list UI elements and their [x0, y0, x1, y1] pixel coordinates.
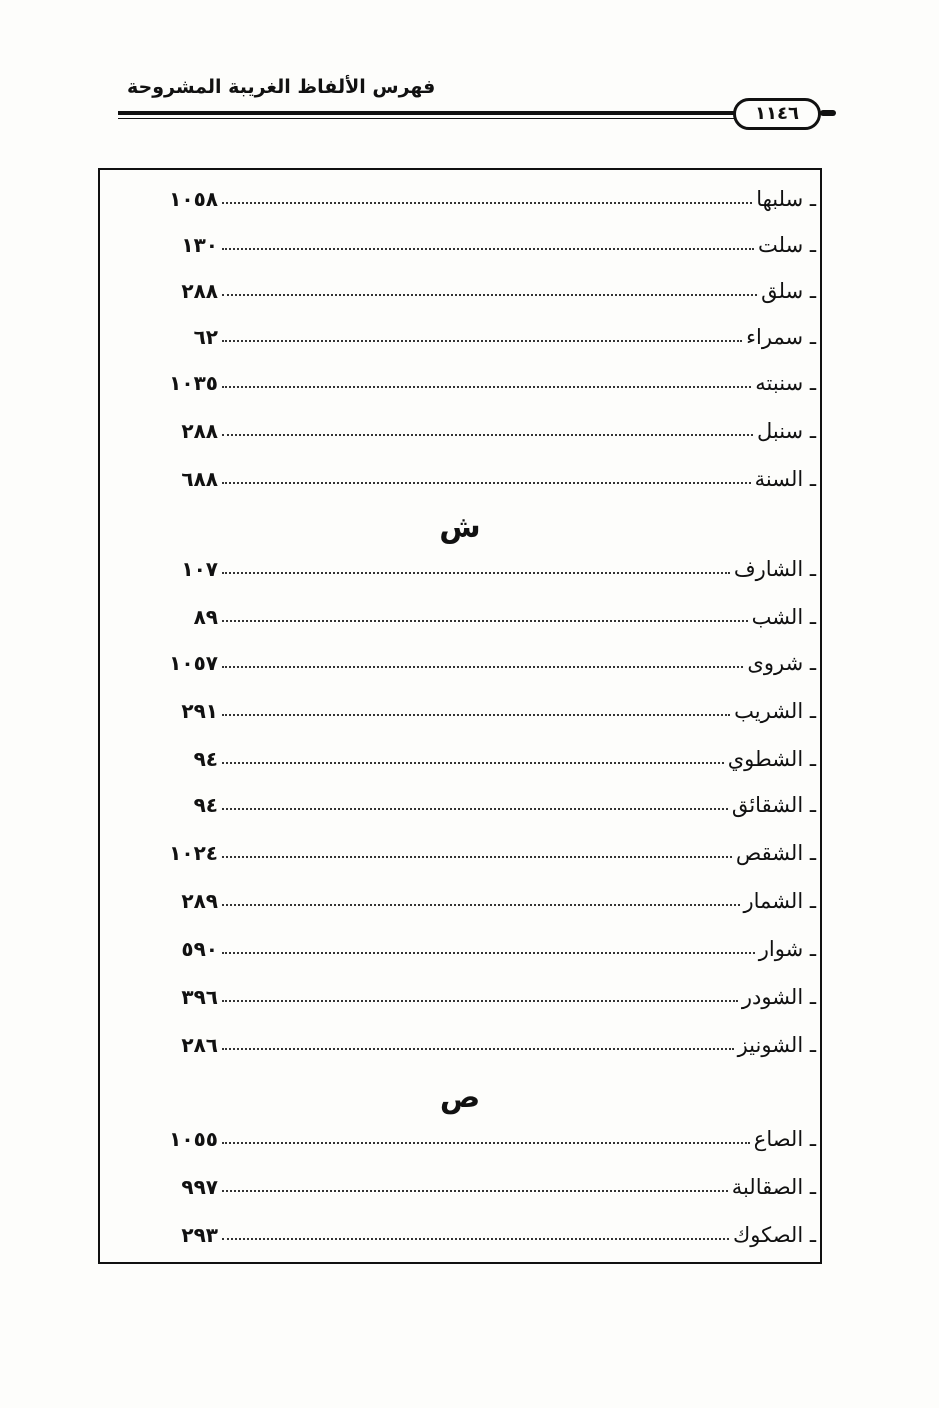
index-entry [100, 886, 820, 916]
index-entry [100, 1124, 820, 1154]
index-entry [100, 838, 820, 868]
entry-term: ـ الشونيز [737, 1033, 816, 1057]
index-entry [100, 368, 820, 398]
dot-leader [222, 952, 755, 954]
dot-leader [222, 482, 751, 484]
entry-term: ـ الشارف [733, 557, 816, 581]
dot-leader [222, 666, 743, 668]
entry-term: ـ شروى [747, 651, 816, 675]
entry-page-number: ١٠٥٧ [169, 651, 218, 675]
entry-page-number: ٢٩١ [181, 699, 218, 723]
entry-page-number: ٢٨٦ [181, 1033, 218, 1057]
index-entry [100, 648, 820, 678]
index-entry [100, 744, 820, 774]
entry-term: ـ سنبل [756, 419, 816, 443]
entry-page-number: ٩٤ [193, 747, 218, 771]
index-entry [100, 464, 820, 494]
dot-leader [222, 762, 724, 764]
entry-term: ـ الصكوك [732, 1223, 816, 1247]
running-header-title: فهرس الألفاظ الغريبة المشروحة [127, 76, 436, 98]
header-rule-thin [118, 118, 740, 119]
index-entry [100, 1220, 820, 1250]
dot-leader [222, 1142, 750, 1144]
dot-leader [222, 202, 752, 204]
index-entry [100, 934, 820, 964]
entry-term: ـ الشقائق [731, 793, 816, 817]
entry-page-number: ٢٩٣ [181, 1223, 218, 1247]
index-entry [100, 554, 820, 584]
entry-term: ـ الشمار [743, 889, 816, 913]
entry-term: ـ سمراء [746, 325, 816, 349]
entry-page-number: ١٠٥٨ [169, 187, 218, 211]
entry-term: ـ سلت [758, 233, 816, 257]
index-entry [100, 1030, 820, 1060]
entry-page-number: ٣٩٦ [181, 985, 218, 1009]
entry-page-number: ١٠٢٤ [169, 841, 218, 865]
entry-page-number: ٦٢ [193, 325, 218, 349]
entry-page-number: ٢٨٨ [181, 279, 218, 303]
dot-leader [222, 620, 748, 622]
entry-term: ـ شوار [758, 937, 816, 961]
dot-leader [222, 434, 753, 436]
entry-term: ـ سلق [761, 279, 816, 303]
entry-term: ـ الشب [751, 605, 816, 629]
header-rule [118, 111, 740, 115]
entry-term: ـ الشطوي [727, 747, 816, 771]
page-number: ١١٤٦ [733, 98, 821, 130]
dot-leader [222, 808, 728, 810]
entry-page-number: ٦٨٨ [181, 467, 218, 491]
entry-term: ـ الشقص [735, 841, 816, 865]
dot-leader [222, 340, 742, 342]
dot-leader [222, 1190, 728, 1192]
section-letter-heading: ش [439, 510, 481, 545]
page-header [115, 74, 835, 134]
entry-term: ـ سنبته [755, 371, 816, 395]
section-letter-heading: ص [439, 1080, 481, 1115]
entry-term: ـ الشودر [741, 985, 816, 1009]
entry-page-number: ٥٩٠ [181, 937, 218, 961]
entry-page-number: ٢٨٩ [181, 889, 218, 913]
page-number-badge-tail [820, 110, 836, 116]
entry-page-number: ١٣٠ [181, 233, 218, 257]
dot-leader [222, 294, 757, 296]
index-entry [100, 602, 820, 632]
entry-page-number: ١٠٥٥ [169, 1127, 218, 1151]
dot-leader [222, 386, 751, 388]
entry-page-number: ١٠٧ [181, 557, 218, 581]
entry-page-number: ٩٤ [193, 793, 218, 817]
dot-leader [222, 1238, 729, 1240]
index-entry [100, 696, 820, 726]
entry-term: ـ الصقالبة [731, 1175, 816, 1199]
entry-page-number: ٢٨٨ [181, 419, 218, 443]
entry-page-number: ٨٩ [193, 605, 218, 629]
index-frame [98, 168, 822, 1264]
entry-term: ـ السنة [754, 467, 816, 491]
dot-leader [222, 1048, 734, 1050]
entry-term: ـ الشريب [734, 699, 816, 723]
index-entry [100, 184, 820, 214]
dot-leader [222, 904, 740, 906]
entry-page-number: ٩٩٧ [181, 1175, 218, 1199]
dot-leader [222, 714, 730, 716]
entry-page-number: ١٠٣٥ [169, 371, 218, 395]
index-entry [100, 230, 820, 260]
index-entry [100, 416, 820, 446]
dot-leader [222, 248, 754, 250]
dot-leader [222, 1000, 738, 1002]
index-entry [100, 322, 820, 352]
index-entry [100, 982, 820, 1012]
dot-leader [222, 572, 730, 574]
index-entry [100, 276, 820, 306]
index-entry [100, 1172, 820, 1202]
dot-leader [222, 856, 732, 858]
entry-term: ـ الصاع [753, 1127, 816, 1151]
index-entry [100, 790, 820, 820]
entry-term: ـ سلبها [756, 187, 816, 211]
